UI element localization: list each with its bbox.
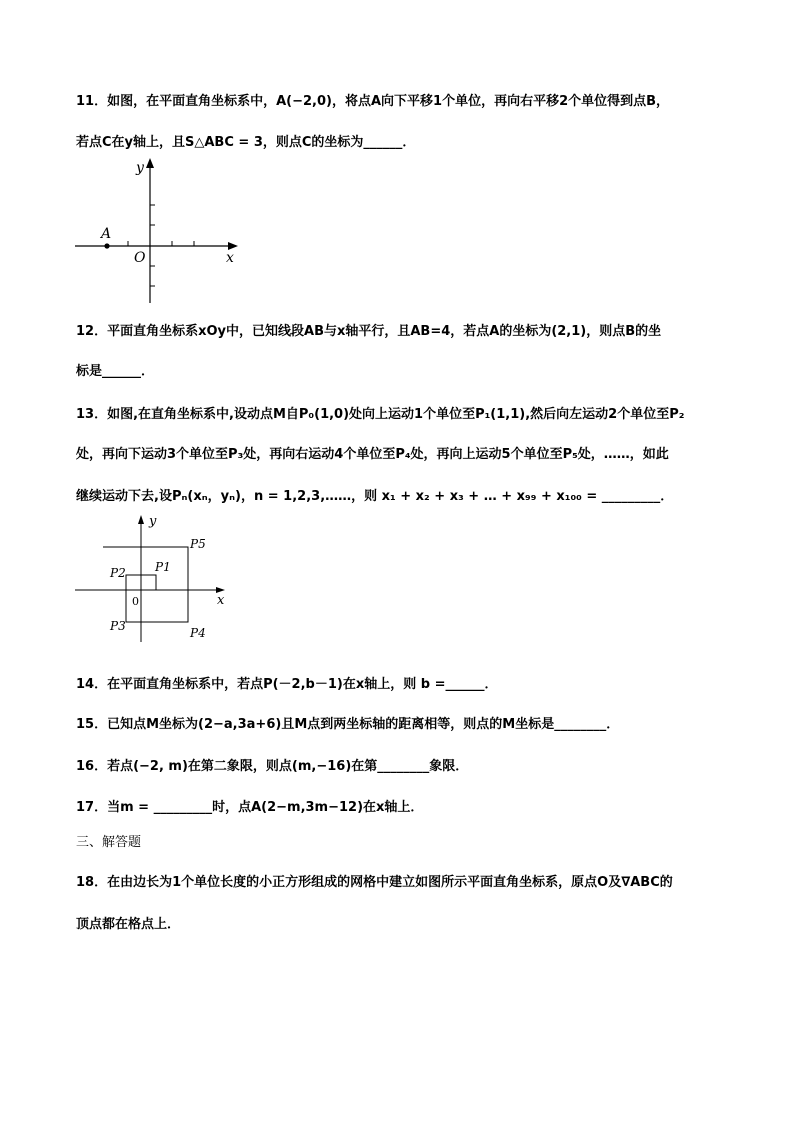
q11-figure [70,155,250,305]
section-heading: 三、解答题 [76,835,142,850]
point-a [104,243,109,248]
label-y: y [136,160,144,176]
q14-line: 14．在平面直角坐标系中，若点P(－2,b－1)在x轴上，则 b =______． [76,677,498,692]
q13-line2: 处，再向下运动3个单位至P₃处，再向右运动4个单位至P₄处，再向上运动5个单位至P₅处，……，如此 [76,447,669,462]
label-x13: x [217,593,225,608]
q18-line2: 顶点都在格点上． [76,917,181,932]
label-p5: P5 [190,537,206,551]
label-p1: P1 [155,560,171,574]
q16-line: 16．若点(−2, m)在第二象限，则点(m,−16)在第________象限． [76,759,469,774]
q15-line: 15．已知点M坐标为(2−a,3a+6)且M点到两坐标轴的距离相等，则点的M坐标是________． [76,717,620,732]
q18-line1: 18．在由边长为1个单位长度的小正方形组成的网格中建立如图所示平面直角坐标系，原点O及∇ABC的 [76,875,673,890]
q12-line1: 12．平面直角坐标系xOy中，已知线段AB与x轴平行，且AB=4，若点A的坐标为(2,1)，则点B的坐 [76,324,662,339]
label-y13: y [149,514,157,529]
label-p2: P2 [110,566,126,580]
label-p3: P3 [110,619,126,633]
q13-figure [70,510,240,645]
q13-line1: 13．如图,在直角坐标系中,设动点M自P₀(1,0)处向上运动1个单位至P₁(1,1),然后向左运动2个单位至P₂ [76,407,685,422]
label-o: O [134,250,146,266]
label-p4: P4 [190,626,206,640]
q13-line3: 继续运动下去,设Pₙ(xₙ，yₙ)，n = 1,2,3,……，则 x₁ + x₂ + x₃ + … + x₉₉ + x₁₀₀ = _________． [76,489,674,504]
label-a: A [101,226,112,242]
q11-line2: 若点C在y轴上，且S△ABC = 3，则点C的坐标为______． [76,135,416,150]
label-o13: 0 [132,595,139,608]
q17-line: 17．当m = _________时，点A(2−m,3m−12)在x轴上． [76,800,424,815]
label-x: x [226,250,234,266]
q11-line1: 11．如图，在平面直角坐标系中，A(−2,0)，将点A向下平移1个单位，再向右平移2个单位得到点B， [76,94,670,109]
q12-line2: 标是______． [76,364,155,379]
